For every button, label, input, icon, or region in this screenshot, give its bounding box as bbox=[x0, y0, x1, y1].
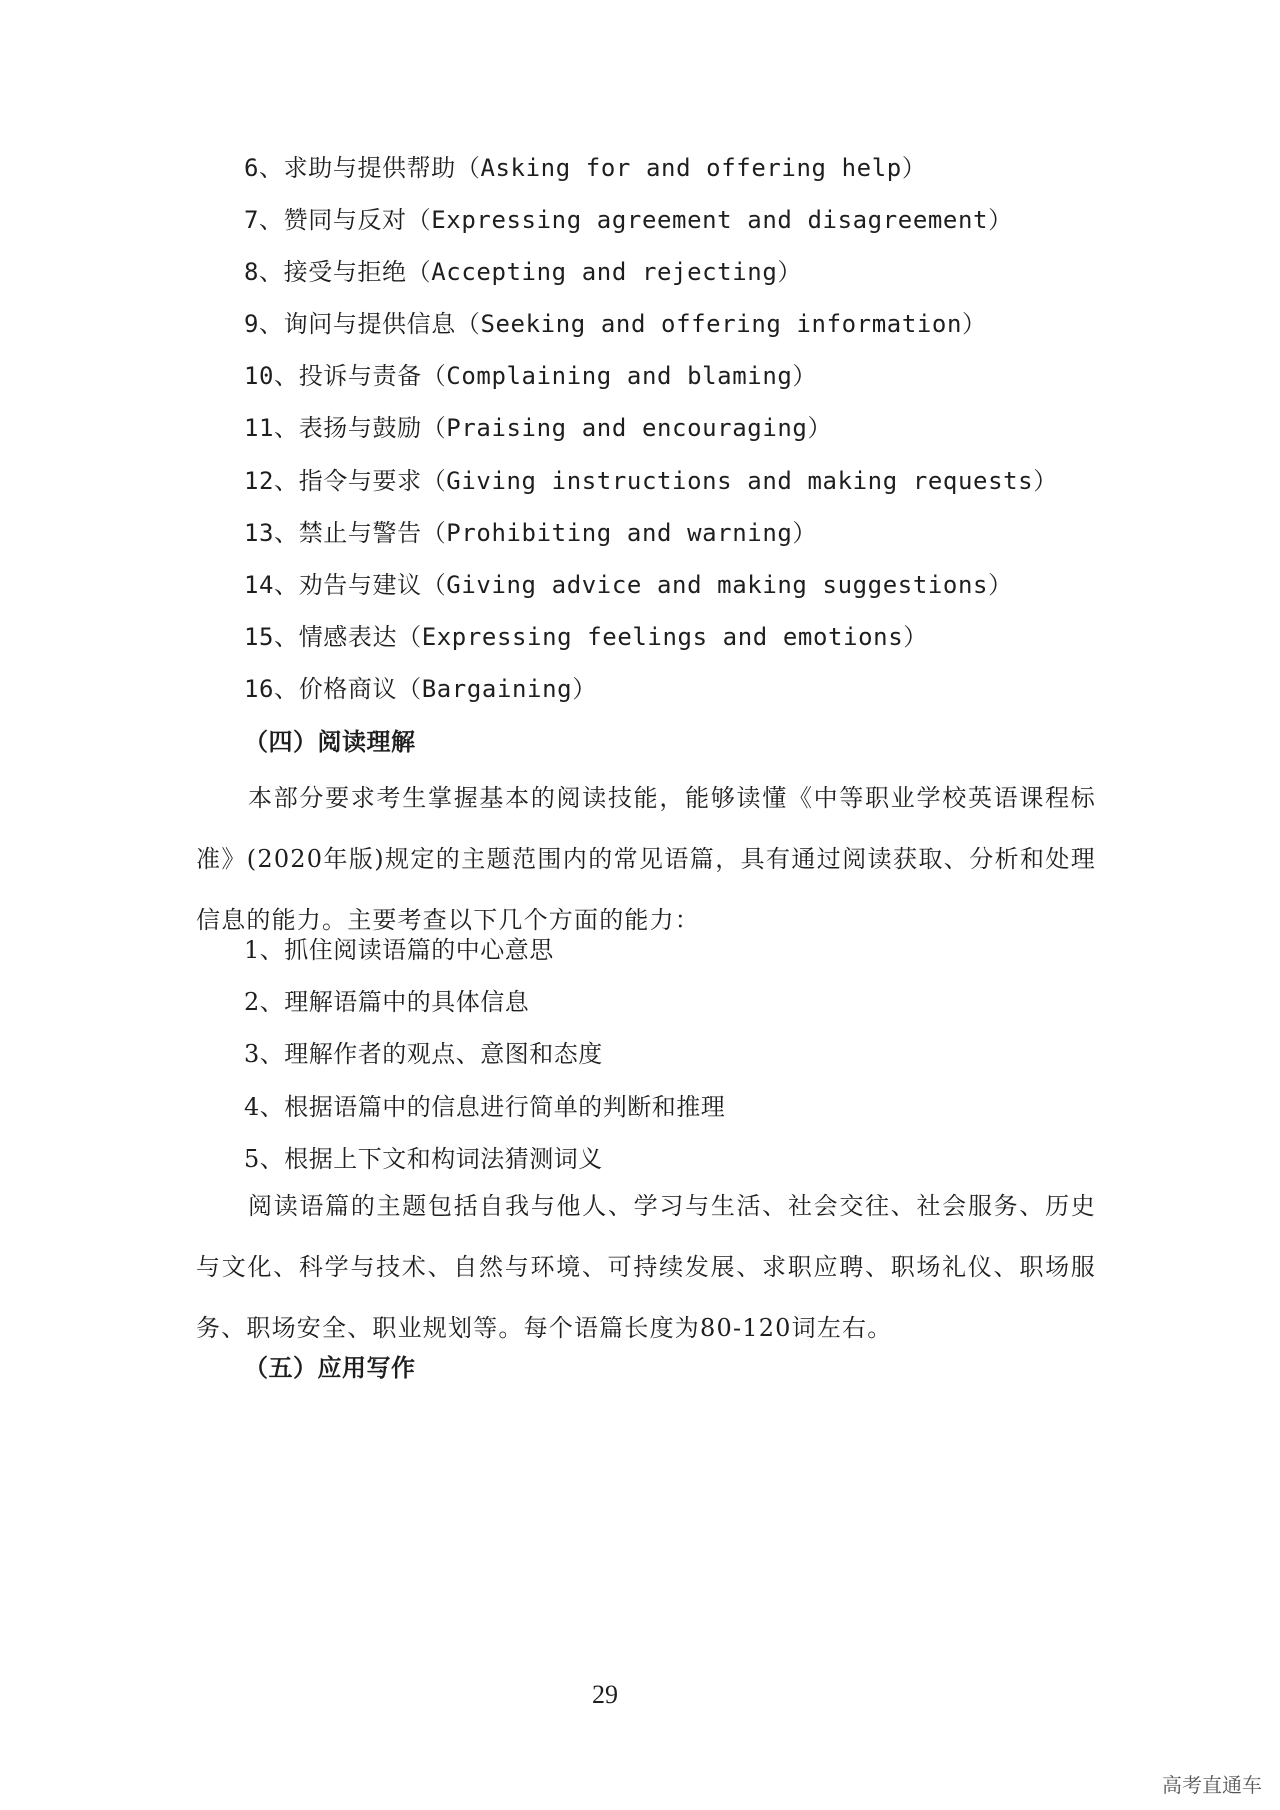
list-item-skill: 4、根据语篇中的信息进行简单的判断和推理 bbox=[244, 1093, 726, 1121]
list-item-function: 7、赞同与反对（Expressing agreement and disagreement） bbox=[244, 206, 1013, 234]
list-item-function: 11、表扬与鼓励（Praising and encouraging） bbox=[244, 414, 833, 442]
section-heading-writing: （五）应用写作 bbox=[244, 1354, 416, 1382]
list-item-skill: 3、理解作者的观点、意图和态度 bbox=[244, 1040, 603, 1068]
watermark-text: 高考直通车 bbox=[1162, 1773, 1262, 1797]
page-number: 29 bbox=[592, 1680, 618, 1709]
list-item-function: 12、指令与要求（Giving instructions and making requests） bbox=[244, 467, 1058, 495]
list-item-skill: 5、根据上下文和构词法猜测词义 bbox=[244, 1145, 603, 1173]
list-item-function: 16、价格商议（Bargaining） bbox=[244, 675, 597, 703]
list-item-function: 9、询问与提供信息（Seeking and offering information） bbox=[244, 310, 987, 338]
list-item-skill: 1、抓住阅读语篇的中心意思 bbox=[244, 936, 554, 964]
section-heading-reading: （四）阅读理解 bbox=[244, 728, 416, 756]
list-item-function: 13、禁止与警告（Prohibiting and warning） bbox=[244, 519, 818, 547]
list-item-function: 8、接受与拒绝（Accepting and rejecting） bbox=[244, 258, 802, 286]
list-item-function: 15、情感表达（Expressing feelings and emotions） bbox=[244, 623, 928, 651]
list-item-function: 14、劝告与建议（Giving advice and making suggestions） bbox=[244, 571, 1013, 599]
reading-topics-paragraph: 阅读语篇的主题包括自我与他人、学习与生活、社会交往、社会服务、历史与文化、科学与技术、自然与环境、可持续发展、求职应聘、职场礼仪、职场服务、职场安全、职业规划等。每个语篇长度为80-120词左右。 bbox=[196, 1192, 1096, 1342]
reading-intro-paragraph: 本部分要求考生掌握基本的阅读技能，能够读懂《中等职业学校英语课程标准》(2020年版)规定的主题范围内的常见语篇，具有通过阅读获取、分析和处理信息的能力。主要考查以下几个方面的能力： bbox=[196, 784, 1096, 934]
list-item-function: 10、投诉与责备（Complaining and blaming） bbox=[244, 362, 818, 390]
list-item-skill: 2、理解语篇中的具体信息 bbox=[244, 988, 530, 1016]
list-item-function: 6、求助与提供帮助（Asking for and offering help） bbox=[244, 154, 927, 182]
